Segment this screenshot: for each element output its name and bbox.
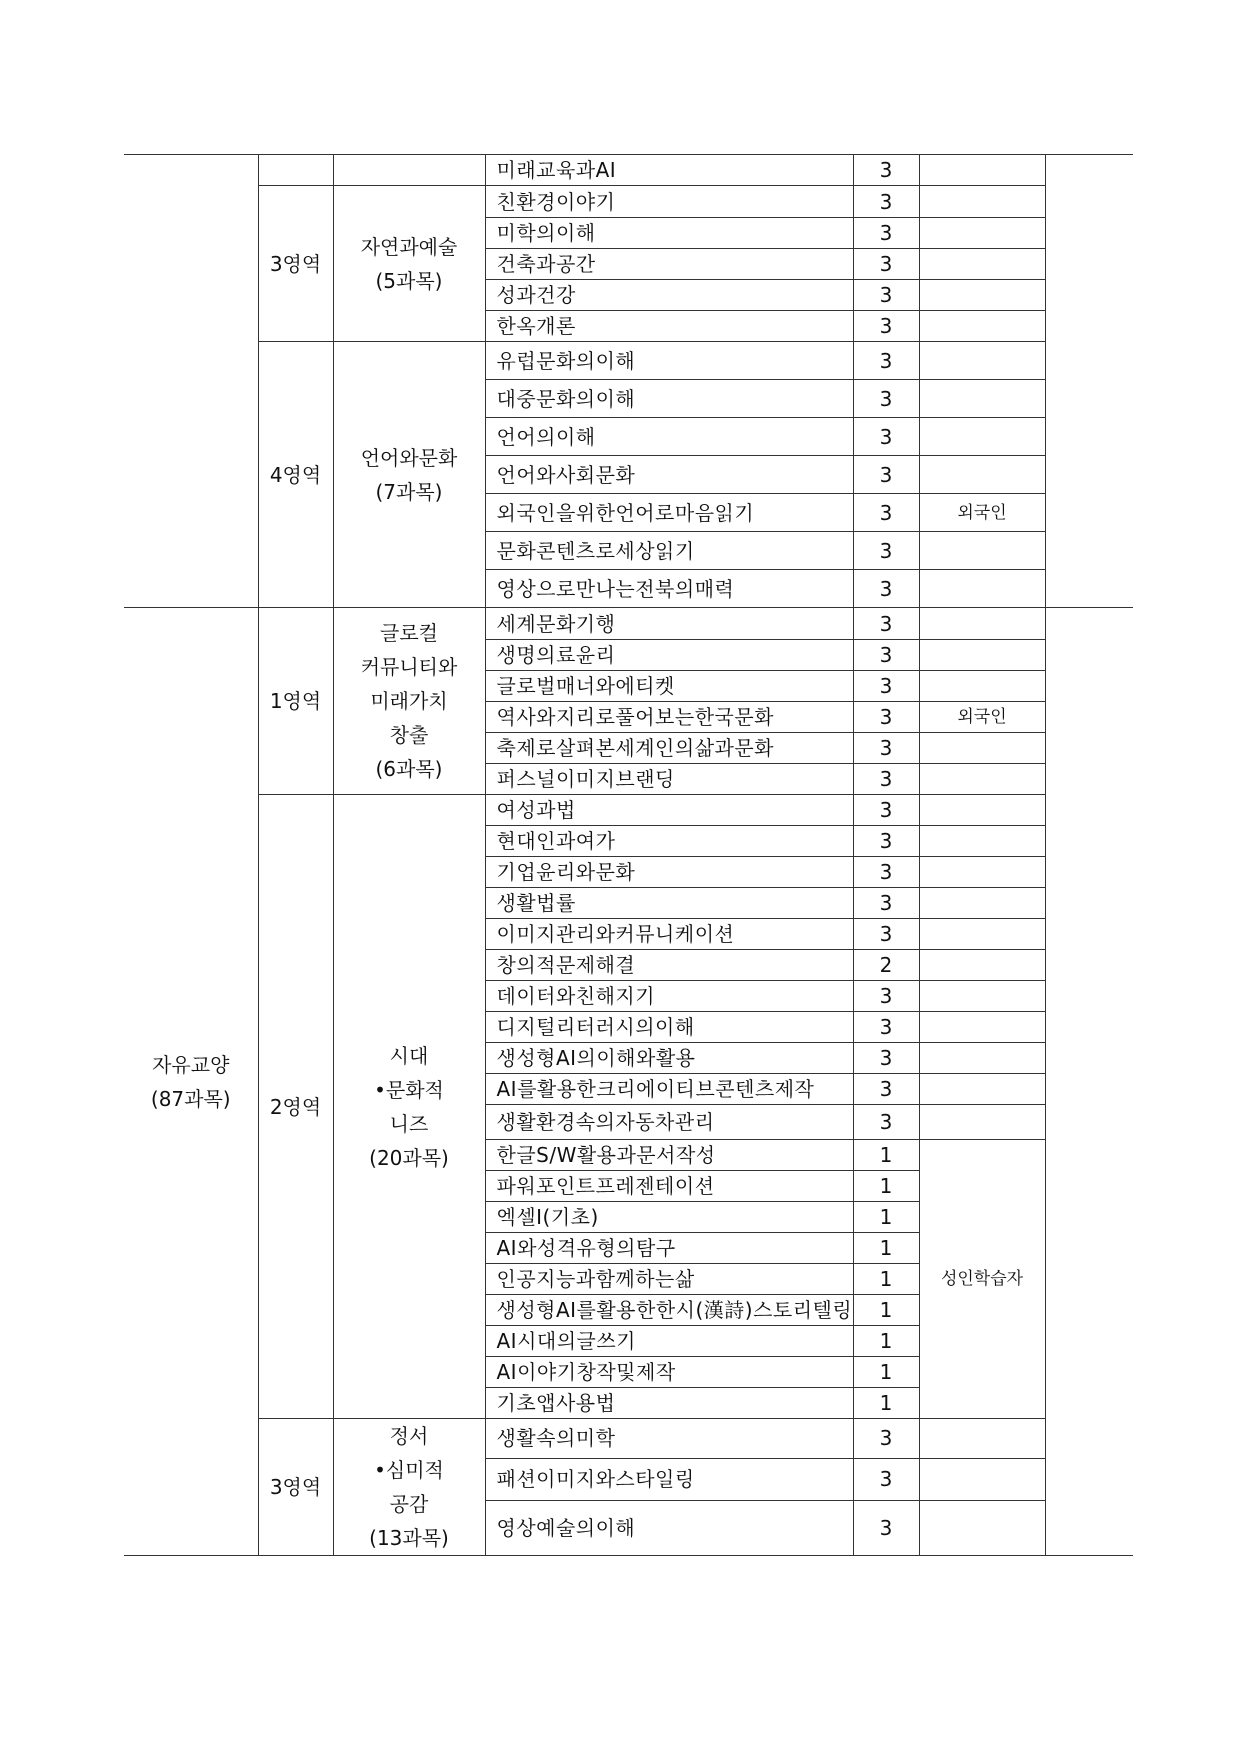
note-cell [919, 1074, 1045, 1105]
course-name: 세계문화기행 [485, 608, 853, 640]
credit-cell: 3 [853, 342, 919, 380]
note-cell [919, 826, 1045, 857]
course-name: 역사와지리로풀어보는한국문화 [485, 702, 853, 733]
course-name: 퍼스널이미지브랜딩 [485, 764, 853, 795]
table-row [124, 1419, 1133, 1459]
course-name: 한글S/W활용과문서작성 [485, 1140, 853, 1171]
course-name: 언어의이해 [485, 418, 853, 456]
credit-cell: 3 [853, 671, 919, 702]
credit-cell: 3 [853, 380, 919, 418]
note-cell [919, 888, 1045, 919]
course-name: 이미지관리와커뮤니케이션 [485, 919, 853, 950]
course-name: 현대인과여가 [485, 826, 853, 857]
credit-cell: 3 [853, 857, 919, 888]
credit-cell: 1 [853, 1140, 919, 1171]
course-name: 건축과공간 [485, 249, 853, 280]
credit-cell: 3 [853, 888, 919, 919]
table-row [124, 342, 1133, 380]
note-cell [919, 795, 1045, 826]
course-name: 성과건강 [485, 280, 853, 311]
course-name: 미래교육과AI [485, 155, 853, 186]
note-cell [919, 532, 1045, 570]
trailing-cell [1045, 155, 1133, 608]
course-name: 기업윤리와문화 [485, 857, 853, 888]
course-name: 유럽문화의이해 [485, 342, 853, 380]
course-name: AI와성격유형의탐구 [485, 1233, 853, 1264]
note-cell [919, 1043, 1045, 1074]
credit-cell: 3 [853, 1458, 919, 1500]
credit-cell: 3 [853, 1419, 919, 1459]
category-cell: 자유교양 (87과목) [124, 608, 258, 1556]
credit-cell: 1 [853, 1326, 919, 1357]
course-name: 생활법률 [485, 888, 853, 919]
credit-cell: 3 [853, 1500, 919, 1555]
note-cell [919, 249, 1045, 280]
course-name: 외국인을위한언어로마음읽기 [485, 494, 853, 532]
course-name: 데이터와친해지기 [485, 981, 853, 1012]
credit-cell: 1 [853, 1295, 919, 1326]
note-cell [919, 1500, 1045, 1555]
course-name: 패션이미지와스타일링 [485, 1458, 853, 1500]
credit-cell: 3 [853, 456, 919, 494]
area-cell: 2영역 [258, 795, 333, 1419]
credit-cell: 3 [853, 1043, 919, 1074]
note-cell [919, 1012, 1045, 1043]
credit-cell: 1 [853, 1264, 919, 1295]
credit-cell: 1 [853, 1388, 919, 1419]
trailing-cell [1045, 608, 1133, 1556]
credit-cell: 1 [853, 1233, 919, 1264]
credit-cell: 3 [853, 764, 919, 795]
note-cell [919, 608, 1045, 640]
note-cell [919, 155, 1045, 186]
course-name: 엑셀Ⅰ(기초) [485, 1202, 853, 1233]
group-cell [333, 155, 485, 186]
credit-cell: 3 [853, 186, 919, 218]
course-name: AI이야기창작및제작 [485, 1357, 853, 1388]
note-cell [919, 640, 1045, 671]
credit-cell: 3 [853, 608, 919, 640]
credit-cell: 3 [853, 570, 919, 608]
course-name: 미학의이해 [485, 218, 853, 249]
course-name: 축제로살펴본세계인의삶과문화 [485, 733, 853, 764]
credit-cell: 1 [853, 1171, 919, 1202]
course-name: 대중문화의이해 [485, 380, 853, 418]
table-row [124, 608, 1133, 640]
credit-cell: 3 [853, 981, 919, 1012]
credit-cell: 1 [853, 1357, 919, 1388]
credit-cell: 3 [853, 826, 919, 857]
course-name: 친환경이야기 [485, 186, 853, 218]
note-cell [919, 733, 1045, 764]
credit-cell: 3 [853, 1012, 919, 1043]
course-name: 언어와사회문화 [485, 456, 853, 494]
course-name: 한옥개론 [485, 311, 853, 342]
group-cell: 글로컬 커뮤니티와 미래가치 창출 (6과목) [333, 608, 485, 795]
credit-cell: 3 [853, 280, 919, 311]
group-cell: 언어와문화 (7과목) [333, 342, 485, 608]
note-cell [919, 280, 1045, 311]
note-cell [919, 218, 1045, 249]
note-cell: 외국인 [919, 494, 1045, 532]
course-name: 생성형AI의이해와활용 [485, 1043, 853, 1074]
note-cell [919, 671, 1045, 702]
area-cell: 1영역 [258, 608, 333, 795]
note-cell: 성인학습자 [919, 1140, 1045, 1419]
table-row [124, 186, 1133, 218]
credit-cell: 3 [853, 702, 919, 733]
note-cell [919, 380, 1045, 418]
credit-cell: 3 [853, 795, 919, 826]
course-name: 기초앱사용법 [485, 1388, 853, 1419]
course-table [124, 154, 1133, 1556]
note-cell [919, 1419, 1045, 1459]
note-cell [919, 857, 1045, 888]
course-name: 인공지능과함께하는삶 [485, 1264, 853, 1295]
credit-cell: 3 [853, 311, 919, 342]
course-name: 생명의료윤리 [485, 640, 853, 671]
area-cell: 3영역 [258, 186, 333, 342]
course-name: 디지털리터러시의이해 [485, 1012, 853, 1043]
category-cell [124, 155, 258, 608]
course-name: AI를활용한크리에이티브콘텐츠제작 [485, 1074, 853, 1105]
area-cell [258, 155, 333, 186]
note-cell: 외국인 [919, 702, 1045, 733]
area-cell: 3영역 [258, 1419, 333, 1556]
course-name: 창의적문제해결 [485, 950, 853, 981]
course-name: 생성형AI를활용한한시(漢詩)스토리텔링 [485, 1295, 853, 1326]
note-cell [919, 570, 1045, 608]
table-row [124, 795, 1133, 826]
credit-cell: 3 [853, 249, 919, 280]
credit-cell: 3 [853, 733, 919, 764]
note-cell [919, 919, 1045, 950]
course-name: 생활속의미학 [485, 1419, 853, 1459]
note-cell [919, 764, 1045, 795]
note-cell [919, 456, 1045, 494]
credit-cell: 3 [853, 1074, 919, 1105]
credit-cell: 3 [853, 418, 919, 456]
credit-cell: 3 [853, 640, 919, 671]
note-cell [919, 342, 1045, 380]
group-cell: 정서 •심미적 공감 (13과목) [333, 1419, 485, 1556]
credit-cell: 3 [853, 919, 919, 950]
group-cell: 자연과예술 (5과목) [333, 186, 485, 342]
group-cell: 시대 •문화적 니즈 (20과목) [333, 795, 485, 1419]
note-cell [919, 1105, 1045, 1140]
credit-cell: 1 [853, 1202, 919, 1233]
note-cell [919, 418, 1045, 456]
credit-cell: 3 [853, 218, 919, 249]
area-cell: 4영역 [258, 342, 333, 608]
note-cell [919, 311, 1045, 342]
note-cell [919, 1458, 1045, 1500]
course-name: 영상으로만나는전북의매력 [485, 570, 853, 608]
course-name: 여성과법 [485, 795, 853, 826]
note-cell [919, 950, 1045, 981]
note-cell [919, 981, 1045, 1012]
course-name: 파워포인트프레젠테이션 [485, 1171, 853, 1202]
course-name: 영상예술의이해 [485, 1500, 853, 1555]
course-name: 생활환경속의자동차관리 [485, 1105, 853, 1140]
credit-cell: 3 [853, 494, 919, 532]
credit-cell: 2 [853, 950, 919, 981]
credit-cell: 3 [853, 1105, 919, 1140]
credit-cell: 3 [853, 532, 919, 570]
table-row [124, 155, 1133, 186]
course-name: 글로벌매너와에티켓 [485, 671, 853, 702]
course-name: AI시대의글쓰기 [485, 1326, 853, 1357]
course-name: 문화콘텐츠로세상읽기 [485, 532, 853, 570]
note-cell [919, 186, 1045, 218]
credit-cell: 3 [853, 155, 919, 186]
